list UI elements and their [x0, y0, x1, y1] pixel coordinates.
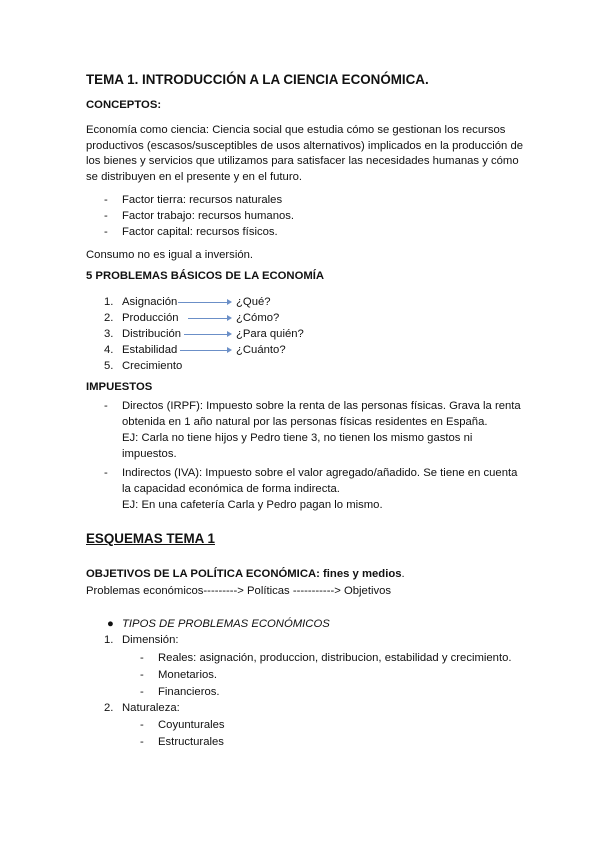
- objetivos-line: [86, 566, 405, 582]
- indirectos-line-3: EJ: En una cafetería Carla y Pedro pagan lo mismo.: [122, 499, 383, 511]
- page-title: TEMA 1. INTRODUCCIÓN A LA CIENCIA ECONÓMICA.: [86, 72, 429, 87]
- indirectos-line-2: la capacidad económica de forma indirecta.: [122, 483, 340, 495]
- indirectos-line-1: Indirectos (IVA): Impuesto sobre el valor agregado/añadido. Se tiene en cuenta: [122, 467, 518, 479]
- esquemas-heading: ESQUEMAS TEMA 1: [86, 531, 215, 546]
- conceptos-line-4: se distribuyen en el presente y en el futuro.: [86, 171, 303, 183]
- naturaleza-item: Estructurales: [158, 736, 224, 748]
- problema-label: Crecimiento: [122, 360, 183, 372]
- dimension-label: Dimensión:: [122, 634, 179, 646]
- factor-capital: Factor capital: recursos físicos.: [122, 226, 278, 238]
- conceptos-heading: CONCEPTOS:: [86, 99, 162, 111]
- directos-line-1: Directos (IRPF): Impuesto sobre la renta de las personas físicas. Grava la renta: [122, 400, 521, 412]
- dash-marker: -: [140, 736, 144, 748]
- tipos-heading: TIPOS DE PROBLEMAS ECONÓMICOS: [122, 618, 330, 630]
- dash-marker: -: [104, 194, 108, 206]
- list-number: 2.: [104, 702, 114, 714]
- dimension-item: Financieros.: [158, 686, 220, 698]
- naturaleza-label: Naturaleza:: [122, 702, 180, 714]
- problema-label: Producción: [122, 312, 179, 324]
- list-number: 5.: [104, 360, 114, 372]
- problema-question: ¿Cuánto?: [236, 344, 286, 356]
- directos-line-3: EJ: Carla no tiene hijos y Pedro tiene 3, no tienen los mismo gastos ni: [122, 432, 473, 444]
- impuestos-heading: IMPUESTOS: [86, 381, 153, 393]
- problema-question: ¿Cómo?: [236, 312, 280, 324]
- directos-line-4: impuestos.: [122, 448, 177, 460]
- list-number: 1.: [104, 296, 114, 308]
- bullet-icon: ●: [107, 618, 114, 630]
- dash-marker: -: [104, 226, 108, 238]
- list-number: 4.: [104, 344, 114, 356]
- objetivos-end: .: [401, 568, 405, 580]
- conceptos-line-1: Economía como ciencia: Ciencia social que estudia cómo se gestionan los recursos: [86, 124, 506, 136]
- directos-line-2: obtenida en 1 año natural por las personas físicas residentes en España.: [122, 416, 488, 428]
- problema-label: Estabilidad: [122, 344, 178, 356]
- arrow-icon: [178, 302, 230, 303]
- list-number: 1.: [104, 634, 114, 646]
- factor-tierra: Factor tierra: recursos naturales: [122, 194, 283, 206]
- naturaleza-item: Coyunturales: [158, 719, 225, 731]
- consumo-note: Consumo no es igual a inversión.: [86, 249, 254, 261]
- dimension-item: Monetarios.: [158, 669, 218, 681]
- arrow-icon: [188, 318, 230, 319]
- problema-label: Distribución: [122, 328, 182, 340]
- arrow-icon: [180, 350, 230, 351]
- dash-marker: -: [140, 669, 144, 681]
- dash-marker: -: [104, 210, 108, 222]
- conceptos-line-3: los bienes y servicios que utilizamos para satisfacer las necesidades humanas y cómo: [86, 155, 519, 167]
- dash-marker: -: [140, 652, 144, 664]
- dimension-item: Reales: asignación, produccion, distribucion, estabilidad y crecimiento.: [158, 652, 512, 664]
- list-number: 3.: [104, 328, 114, 340]
- dash-marker: -: [104, 467, 108, 479]
- problema-question: ¿Qué?: [236, 296, 271, 308]
- objetivos-bold: OBJETIVOS DE LA POLÍTICA ECONÓMICA: fines y medios: [86, 568, 402, 580]
- list-number: 2.: [104, 312, 114, 324]
- dash-marker: -: [140, 719, 144, 731]
- flow-line: Problemas económicos---------> Políticas -----------> Objetivos: [86, 585, 392, 597]
- problemas-heading: 5 PROBLEMAS BÁSICOS DE LA ECONOMÍA: [86, 270, 325, 282]
- conceptos-line-2: productivos (escasos/susceptibles de usos alternativos) implicados en la producción de: [86, 140, 524, 152]
- dash-marker: -: [140, 686, 144, 698]
- problema-question: ¿Para quién?: [236, 328, 304, 340]
- factor-trabajo: Factor trabajo: recursos humanos.: [122, 210, 295, 222]
- dash-marker: -: [104, 400, 108, 412]
- arrow-icon: [184, 334, 230, 335]
- problema-label: Asignación: [122, 296, 178, 308]
